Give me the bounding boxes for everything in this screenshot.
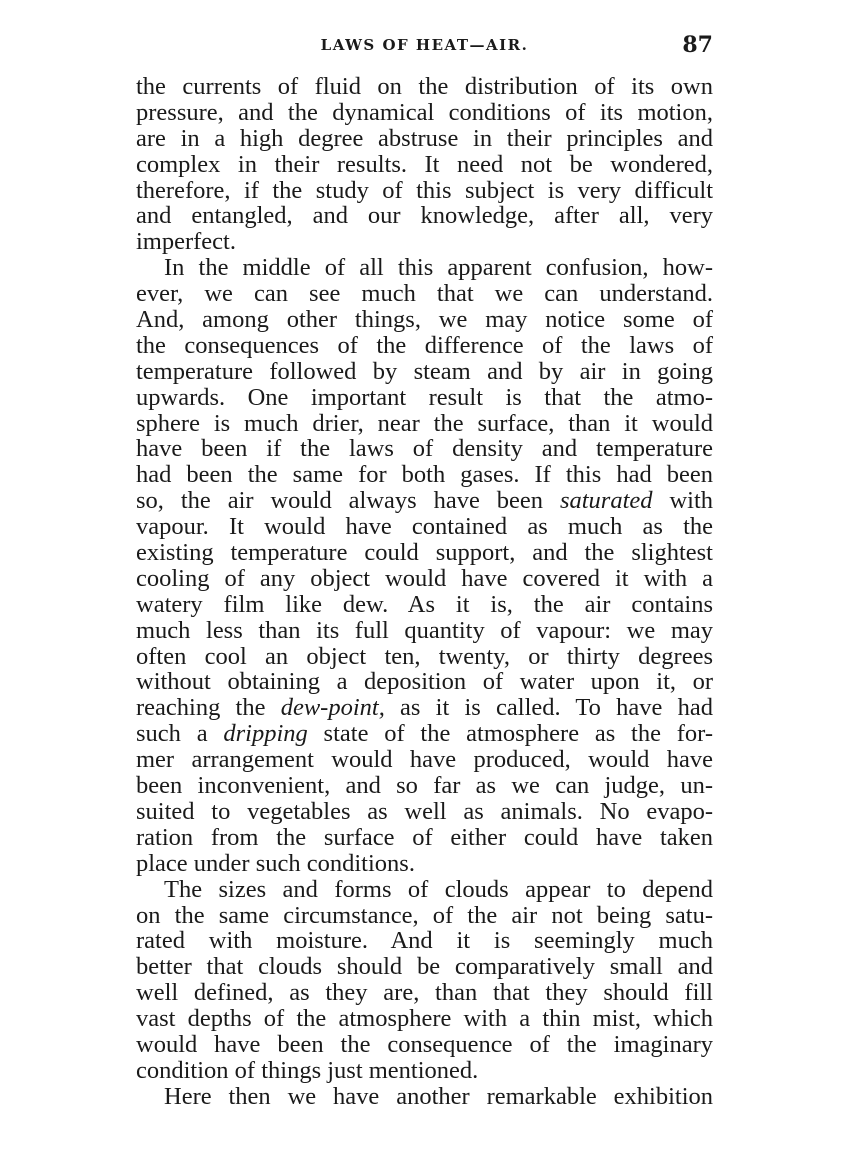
text-line: are in a high degree abstruse in their principles and xyxy=(136,124,713,152)
text-line xyxy=(136,695,713,721)
text-line: without obtaining a deposition of water upon it, or xyxy=(136,668,713,696)
text-line: been inconvenient, and so far as we can judge, un- xyxy=(136,772,713,800)
text-line: existing temperature could support, and the slightest xyxy=(136,539,713,567)
text-line: well defined, as they are, than that they should fill xyxy=(136,979,713,1007)
paragraph-1 xyxy=(136,74,713,255)
text-line xyxy=(136,488,713,514)
text-segment: reaching the xyxy=(136,694,281,722)
text-line: upwards. One important result is that the atmo- xyxy=(136,383,713,411)
text-line: cooling of any object would have covered it with a xyxy=(136,564,713,592)
text-line: vast depths of the atmosphere with a thin mist, which xyxy=(136,1005,713,1033)
text-segment: so, the air would always have been xyxy=(136,487,560,515)
text-line: on the same circumstance, of the air not being satu- xyxy=(136,901,713,929)
text-line: place under such conditions. xyxy=(136,849,415,877)
page-number: 87 xyxy=(682,32,713,58)
text-line: have been if the laws of density and temperature xyxy=(136,435,713,463)
text-line: vapour. It would have contained as much as the xyxy=(136,513,713,541)
text-line: had been the same for both gases. If this had been xyxy=(136,461,713,489)
text-line: watery film like dew. As it is, the air contains xyxy=(136,590,713,618)
text-line: would have been the consequence of the imaginary xyxy=(136,1030,713,1058)
text-segment: such a xyxy=(136,720,224,748)
text-line: ever, we can see much that we can understand. xyxy=(136,280,713,308)
text-line: therefore, if the study of this subject is very difficult xyxy=(136,176,713,204)
text-line: Here then we have another remarkable exhibition xyxy=(164,1082,713,1110)
text-line: And, among other things, we may notice some of xyxy=(136,306,713,334)
text-line: the consequences of the difference of the laws of xyxy=(136,331,713,359)
text-segment: as it is called. To have had xyxy=(384,694,713,722)
italic-word: saturated xyxy=(559,487,653,515)
text-line: In the middle of all this apparent confusion, how- xyxy=(164,254,713,282)
paragraph-4 xyxy=(136,1084,713,1110)
text-line: suited to vegetables as well as animals. No evapo- xyxy=(136,797,713,825)
text-line: ration from the surface of either could have taken xyxy=(136,823,713,851)
paragraph-3 xyxy=(136,877,713,1084)
text-line xyxy=(136,721,713,747)
italic-word: dew-point, xyxy=(280,694,385,722)
text-line: much less than its full quantity of vapour: we may xyxy=(136,616,713,644)
italic-word: dripping xyxy=(223,720,308,748)
text-line: often cool an object ten, twenty, or thirty degrees xyxy=(136,642,713,670)
body-text xyxy=(136,74,713,1110)
text-segment: state of the atmosphere as the for- xyxy=(307,720,713,748)
text-line: condition of things just mentioned. xyxy=(136,1056,479,1084)
text-line: the currents of fluid on the distribution of its own xyxy=(136,73,713,100)
text-line: imperfect. xyxy=(136,228,236,256)
text-line: rated with moisture. And it is seemingly much xyxy=(136,927,713,955)
text-line: and entangled, and our knowledge, after all, very xyxy=(136,202,713,230)
text-segment: with xyxy=(652,487,713,515)
text-line: sphere is much drier, near the surface, than it would xyxy=(136,409,713,437)
text-line: complex in their results. It need not be wondered, xyxy=(136,150,713,178)
paragraph-2 xyxy=(136,255,713,876)
text-line: mer arrangement would have produced, would have xyxy=(136,746,713,774)
text-line: The sizes and forms of clouds appear to depend xyxy=(164,875,713,903)
running-head xyxy=(136,32,713,58)
running-title: LAWS OF HEAT—AIR. xyxy=(320,36,529,54)
text-line: temperature followed by steam and by air in going xyxy=(136,357,713,385)
text-line: pressure, and the dynamical conditions of its motion, xyxy=(136,98,713,126)
text-line: better that clouds should be comparatively small and xyxy=(136,953,713,981)
